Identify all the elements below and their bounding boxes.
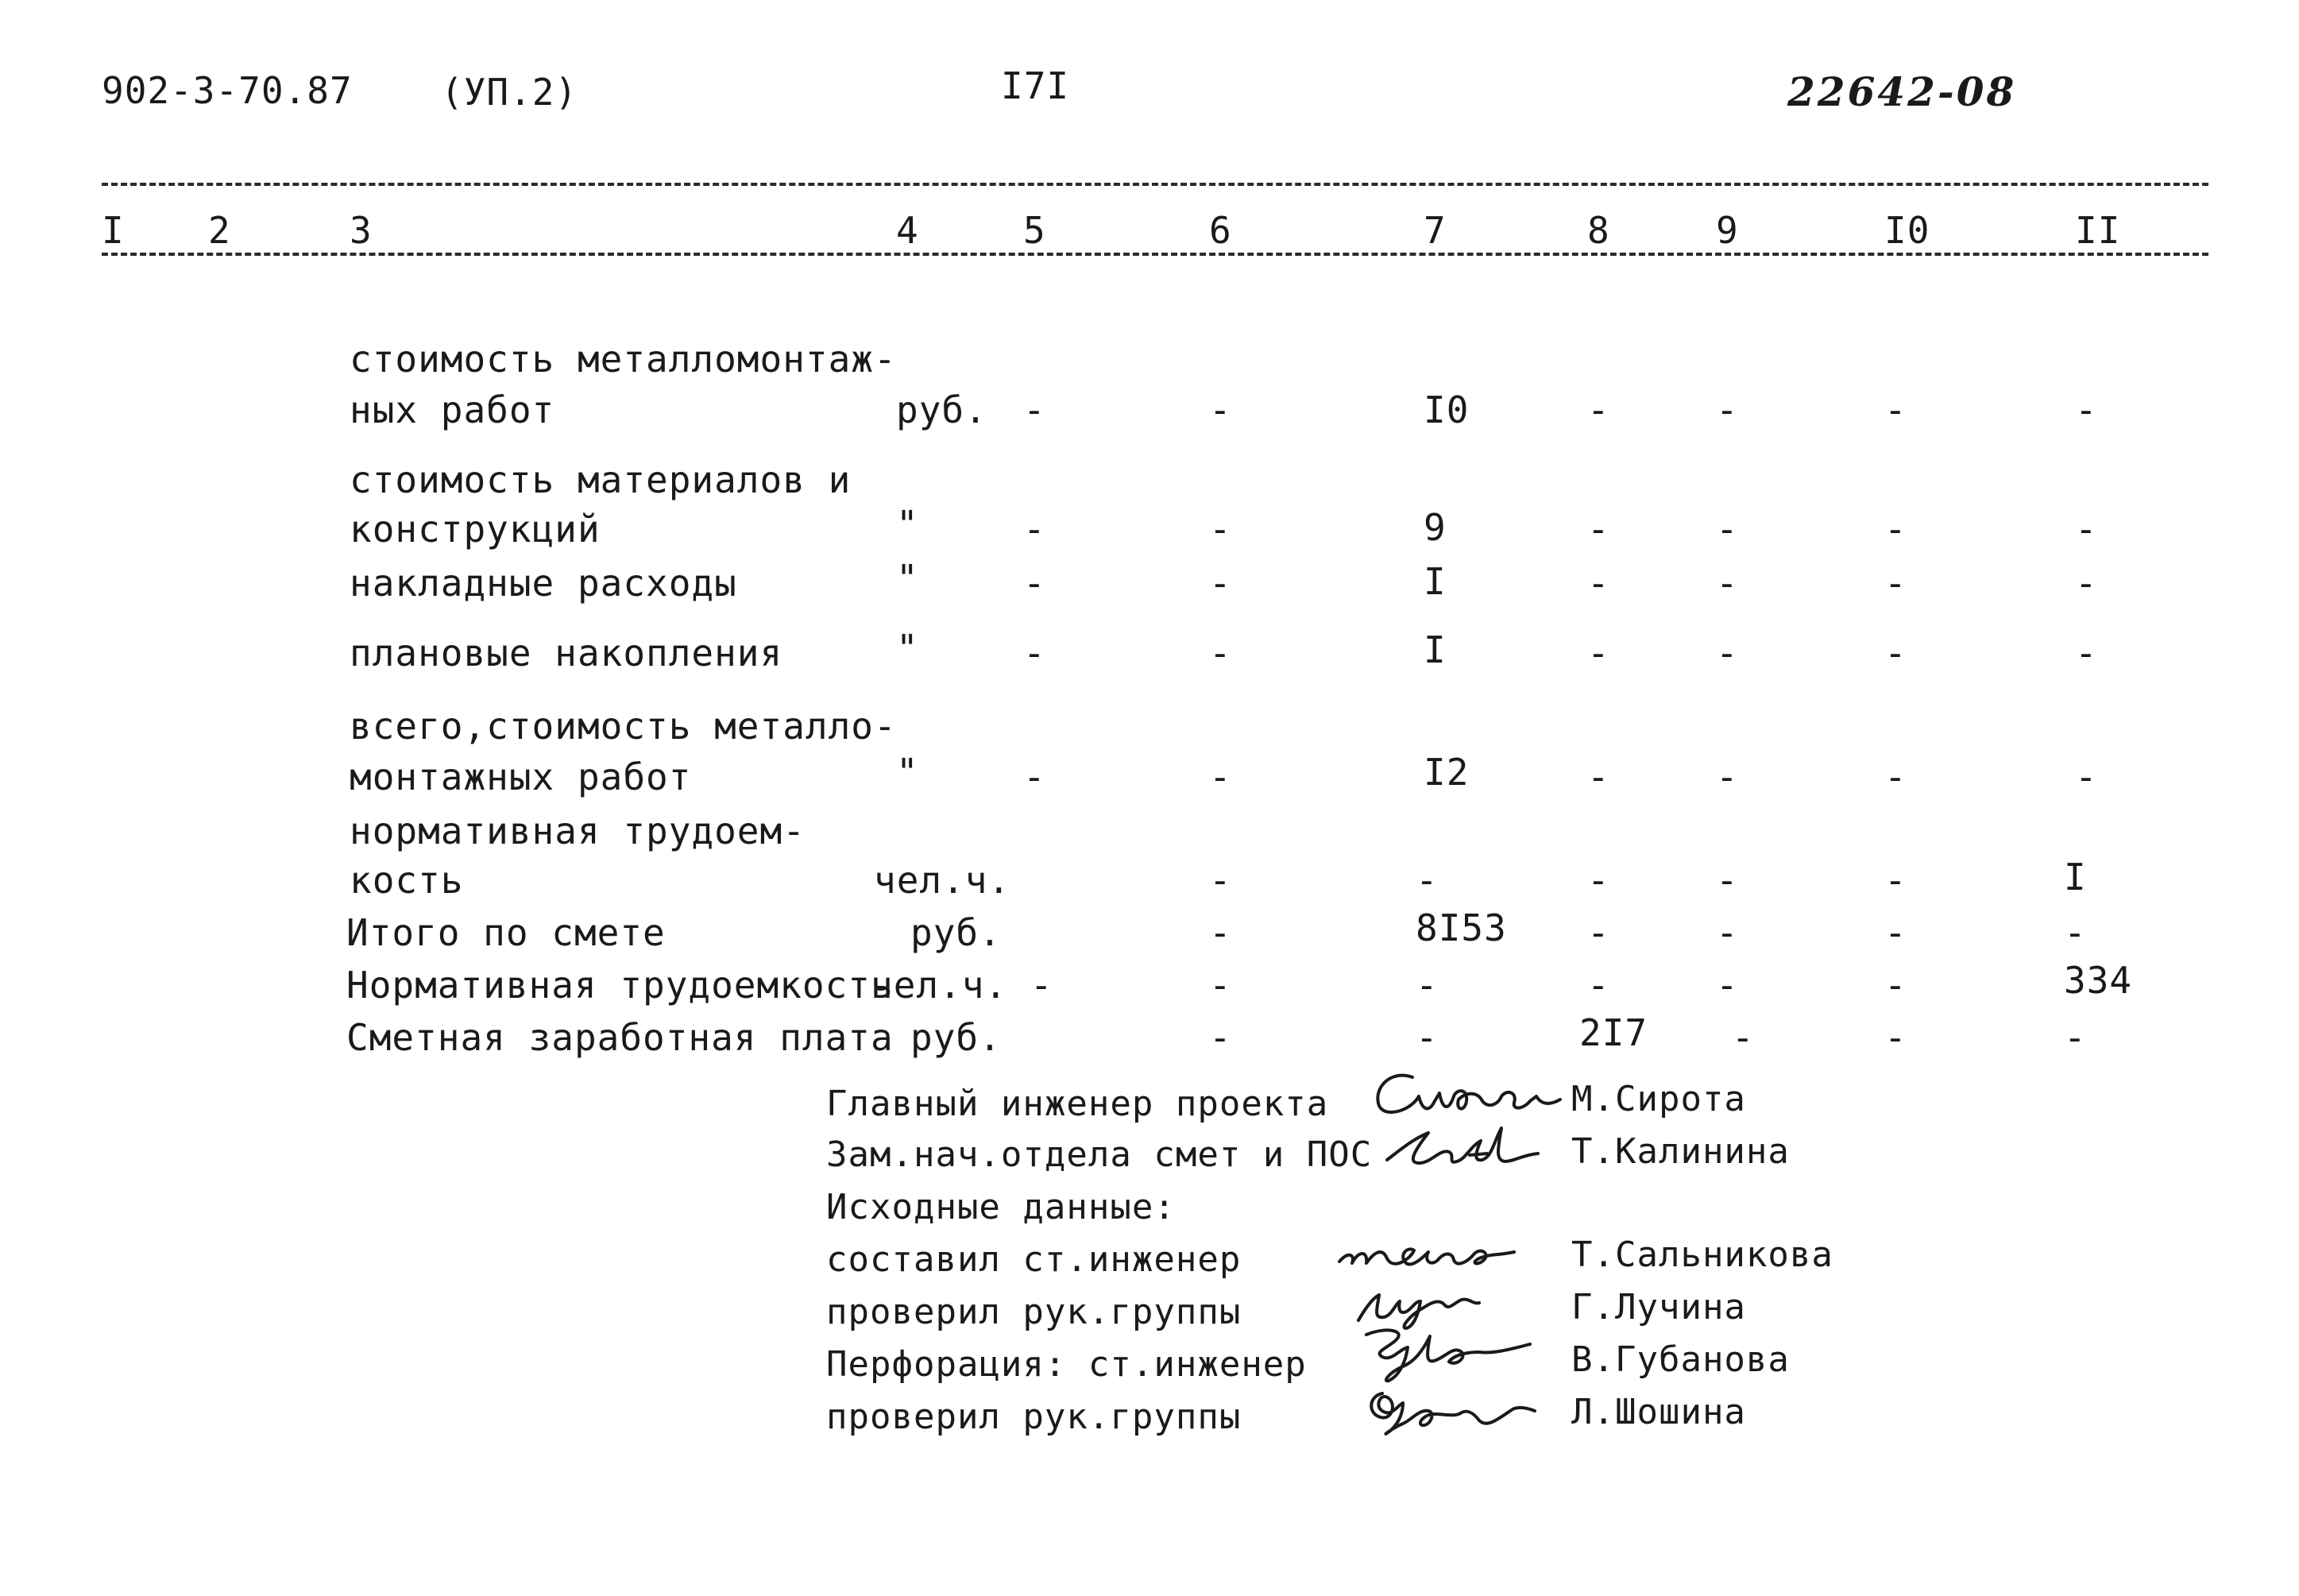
value-cell: - [1416, 964, 1439, 1007]
value-cell: I [2064, 856, 2087, 898]
value-cell: - [1023, 508, 1046, 551]
value-cell: - [2075, 388, 2098, 431]
value-cell: - [1209, 859, 1232, 902]
row-label: плановые накопления [350, 632, 783, 674]
signer-name: Т.Сальникова [1571, 1235, 1833, 1275]
value-cell: - [1884, 388, 1907, 431]
signer-name: В.Губанова [1571, 1339, 1790, 1380]
row-label: накладные расходы [350, 562, 737, 605]
value-cell: - [1023, 632, 1046, 674]
value-cell: - [1587, 388, 1610, 431]
unit-cell: руб. [896, 388, 987, 431]
value-cell: - [1716, 508, 1739, 551]
value-cell: - [1209, 508, 1232, 551]
unit-cell: чел.ч. [874, 859, 1011, 902]
value-cell: - [1587, 964, 1610, 1007]
value-cell: I [1424, 560, 1447, 603]
value-cell: - [1716, 911, 1739, 954]
signer-role: проверил рук.группы [826, 1397, 1242, 1437]
column-number: 2 [208, 209, 231, 252]
value-cell: - [1716, 632, 1739, 674]
signer-role: составил ст.инженер [826, 1239, 1242, 1280]
signature-gubanova [1350, 1320, 1541, 1384]
row-label: конструкций [350, 508, 601, 551]
value-cell: - [1716, 562, 1739, 605]
value-cell: - [1884, 911, 1907, 954]
value-cell: - [2075, 755, 2098, 798]
column-number: 5 [1023, 209, 1046, 252]
unit-cell: " [896, 627, 919, 670]
signature-sirota [1366, 1065, 1573, 1128]
value-cell: - [1587, 632, 1610, 674]
signer-role: Перфорация: ст.инженер [826, 1344, 1307, 1385]
value-cell: - [1884, 755, 1907, 798]
unit-cell: чел.ч. - [871, 964, 1053, 1007]
value-cell: - [1884, 508, 1907, 551]
row-label: нормативная трудоем- [350, 810, 806, 852]
page-number: I7I [1001, 64, 1070, 107]
unit-cell: руб. [910, 1016, 1002, 1059]
signature-shoshina [1350, 1382, 1541, 1446]
header-top-rule [102, 183, 2208, 186]
signer-name: Т.Калинина [1571, 1131, 1790, 1172]
value-cell: - [1209, 964, 1232, 1007]
section-label: Исходные данные: [826, 1187, 1176, 1227]
value-cell: - [1023, 562, 1046, 605]
unit-cell: " [896, 557, 919, 600]
column-number: 7 [1424, 209, 1447, 252]
row-label: всего,стоимость металло- [350, 705, 897, 748]
signer-name: М.Сирота [1571, 1079, 1746, 1119]
value-cell: - [1716, 964, 1739, 1007]
signer-name: Г.Лучина [1571, 1287, 1746, 1327]
unit-cell: " [896, 751, 919, 794]
value-cell: - [1209, 632, 1232, 674]
value-cell: - [1416, 1016, 1439, 1059]
value-cell: - [1587, 755, 1610, 798]
header-bottom-rule [102, 253, 2208, 256]
value-cell: - [1716, 859, 1739, 902]
value-cell: - [1209, 911, 1232, 954]
value-cell: 9 [1424, 506, 1447, 549]
column-number: I0 [1884, 209, 1930, 252]
value-cell: - [2075, 508, 2098, 551]
row-label: ных работ [350, 388, 555, 431]
value-cell: - [1884, 859, 1907, 902]
signer-role: Главный инженер проекта [826, 1084, 1329, 1124]
value-cell: - [1023, 388, 1046, 431]
value-cell: - [1587, 562, 1610, 605]
row-label: Итого по смете [346, 911, 666, 954]
value-cell: - [1209, 1016, 1232, 1059]
value-cell: - [1587, 508, 1610, 551]
row-label: стоимость материалов и [350, 458, 852, 501]
value-cell: - [1884, 632, 1907, 674]
column-number: 4 [896, 209, 919, 252]
value-cell: - [2075, 632, 2098, 674]
document-code: 902-3-70.87 [102, 69, 353, 112]
signer-name: Л.Шошина [1571, 1392, 1746, 1432]
signature-kalinina [1382, 1120, 1541, 1176]
row-label: кость [350, 859, 464, 902]
value-cell: - [1209, 755, 1232, 798]
signer-role: Зам.нач.отдела смет и ПОС [826, 1134, 1373, 1175]
value-cell: - [1587, 911, 1610, 954]
signature-salnikova [1335, 1230, 1525, 1279]
row-label: монтажных работ [350, 755, 692, 798]
value-cell: 334 [2064, 959, 2133, 1002]
row-label: Сметная заработная плата [346, 1016, 894, 1059]
value-cell: - [1023, 755, 1046, 798]
value-cell: - [2064, 911, 2087, 954]
row-label: стоимость металломонтаж- [350, 338, 897, 381]
value-cell: - [1716, 388, 1739, 431]
column-number: 6 [1209, 209, 1232, 252]
row-label: Нормативная трудоемкость [346, 964, 894, 1007]
value-cell: - [1209, 388, 1232, 431]
column-number: 8 [1587, 209, 1610, 252]
value-cell: - [2075, 562, 2098, 605]
value-cell: - [1209, 562, 1232, 605]
unit-cell: руб. [910, 911, 1002, 954]
value-cell: - [1416, 859, 1439, 902]
column-number: I [102, 209, 125, 252]
value-cell: - [1884, 1016, 1907, 1059]
signer-role: проверил рук.группы [826, 1292, 1242, 1332]
value-cell: - [1884, 964, 1907, 1007]
value-cell: 8I53 [1416, 906, 1507, 949]
value-cell: - [1587, 859, 1610, 902]
value-cell: - [1884, 562, 1907, 605]
value-cell: - [2064, 1016, 2087, 1059]
value-cell: I [1424, 628, 1447, 671]
column-number: II [2075, 209, 2121, 252]
column-number: 3 [350, 209, 373, 252]
value-cell: 2I7 [1579, 1011, 1648, 1054]
column-number: 9 [1716, 209, 1739, 252]
value-cell: I2 [1424, 751, 1470, 794]
value-cell: - [1732, 1016, 1755, 1059]
sheet-reference: (УП.2) [441, 71, 578, 114]
archive-number: 22642-08 [1787, 68, 2017, 115]
unit-cell: " [896, 503, 919, 546]
value-cell: - [1716, 755, 1739, 798]
value-cell: I0 [1424, 388, 1470, 431]
